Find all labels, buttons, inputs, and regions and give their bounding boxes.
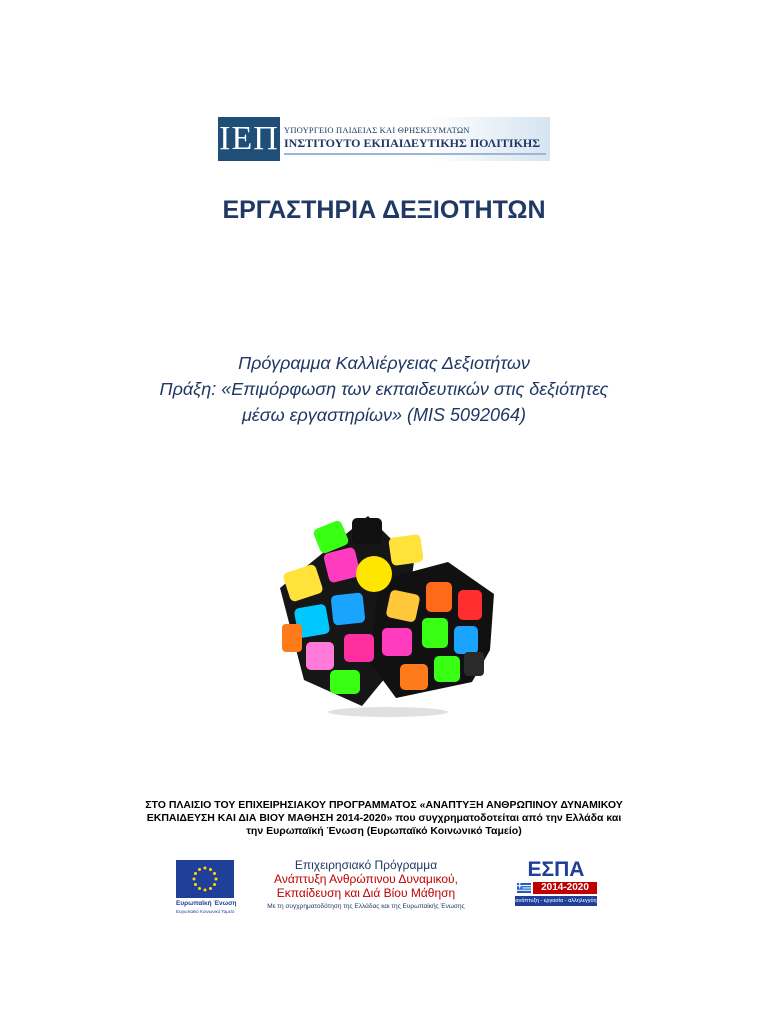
eu-name: Ευρωπαϊκή Ένωση	[176, 900, 237, 907]
action-title-line-2: μέσω εργαστηρίων» (MIS 5092064)	[241, 405, 527, 425]
page-title: ΕΡΓΑΣΤΗΡΙΑ ΔΕΞΙΟΤΗΤΩΝ	[222, 196, 546, 224]
eu-star	[193, 878, 196, 881]
eu-fund-name: Ευρωπαϊκό Κοινωνικό Ταμείο	[176, 909, 235, 914]
eu-star	[194, 883, 197, 886]
espa-years-bar	[533, 882, 597, 894]
eu-flag-icon	[176, 860, 234, 898]
ministry-name: ΥΠΟΥΡΓΕΙΟ ΠΑΙΔΕΙΑΣ ΚΑΙ ΘΡΗΣΚΕΥΜΑΤΩΝ	[284, 125, 470, 135]
funding-statement-line-1: ΣΤΟ ΠΛΑΙΣΙΟ ΤΟΥ ΕΠΙΧΕΙΡΗΣΙΑΚΟΥ ΠΡΟΓΡΑΜΜΑΤΟΣ «ΑΝΑΠΤΥΞΗ ΑΝΘΡΩΠΙΝΟΥ ΔΥΝΑΜΙΚΟΥ	[145, 799, 623, 811]
eu-star	[209, 868, 212, 871]
eu-star	[198, 868, 201, 871]
programme-logo-line-3: Εκπαίδευση και Διά Βίου Μάθηση	[276, 886, 456, 900]
eu-star	[215, 878, 218, 881]
eu-logo	[176, 860, 237, 920]
eu-star	[213, 883, 216, 886]
programme-logo-cofunding: Με τη συγχρηματοδότηση της Ελλάδας και της Ευρωπαϊκής Ένωσης	[267, 903, 465, 910]
action-title-line-1: Πράξη: «Επιμόρφωση των εκπαιδευτικών στις δεξιότητες	[159, 379, 609, 399]
eu-star	[209, 887, 212, 890]
iep-logo-text	[284, 117, 550, 161]
programme-logo-line-2: Ανάπτυξη Ανθρώπινου Δυναμικού,	[274, 872, 458, 886]
funding-statement-line-3: την Ευρωπαϊκή Ένωση (Ευρωπαϊκό Κοινωνικό Ταμείο)	[246, 825, 522, 837]
programme-logo-line-1: Επιχειρησιακό Πρόγραμμα	[294, 858, 438, 872]
eu-star	[198, 887, 201, 890]
funding-statement-line-2: ΕΚΠΑΙΔΕΥΣΗ ΚΑΙ ΔΙΑ ΒΙΟΥ ΜΑΘΗΣΗ 2014-2020» που συγχρηματοδοτείται από την Ελλάδα και	[146, 812, 622, 824]
institute-name: ΙΝΣΤΙΤΟΥΤΟ ΕΚΠΑΙΔΕΥΤΙΚΗΣ ΠΟΛΙΤΙΚΗΣ	[284, 136, 541, 150]
eu-star	[194, 872, 197, 875]
espa-slogan: ανάπτυξη - εργασία - αλληλεγγύη	[515, 898, 597, 904]
greek-flag-icon	[517, 883, 531, 893]
iep-logo	[218, 117, 550, 161]
eu-star	[204, 889, 207, 892]
rubiks-cube-image	[276, 510, 496, 720]
programme-logo	[253, 858, 479, 922]
espa-years: 2014-2020	[541, 882, 589, 893]
programme-name: Πρόγραμμα Καλλιέργειας Δεξιοτήτων	[238, 353, 530, 373]
espa-logo	[515, 858, 597, 910]
espa-title: ΕΣΠΑ	[527, 858, 585, 881]
eu-star	[204, 867, 207, 870]
logo-divider	[284, 153, 546, 155]
eu-star	[213, 872, 216, 875]
iep-logo-mark: ΙΕΠ	[218, 117, 280, 161]
